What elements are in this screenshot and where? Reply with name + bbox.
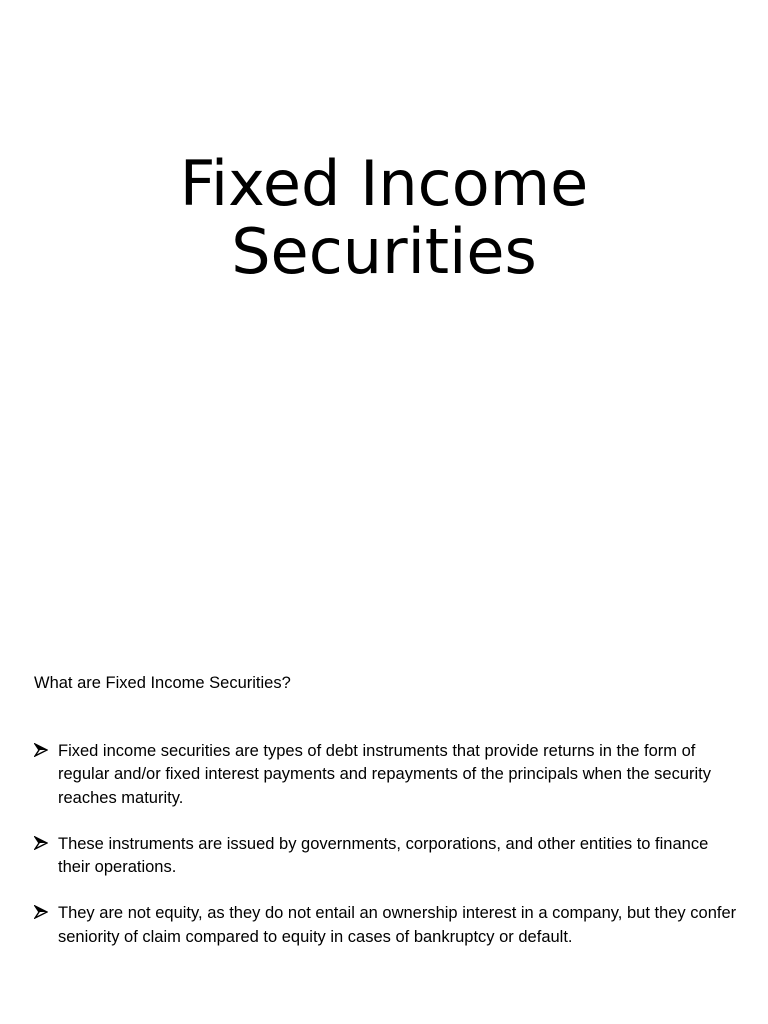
arrowhead-bullet-icon <box>34 836 48 850</box>
bullet-text: Fixed income securities are types of debt instruments that provide returns in the form of regular and/or fixed interest payments and repayments of the principals when the security reaches maturity. <box>58 742 712 807</box>
list-item <box>34 902 744 949</box>
bullet-list <box>34 740 744 949</box>
slide-body <box>34 672 744 972</box>
arrowhead-bullet-icon <box>34 743 48 757</box>
question-heading: What are Fixed Income Securities? <box>34 674 291 692</box>
list-item <box>34 740 744 810</box>
bullet-text: They are not equity, as they do not entail an ownership interest in a company, but they confer seniority of claim compared to equity in cases of bankruptcy or default. <box>58 904 737 946</box>
slide-title-line-1: Fixed Income <box>179 147 589 220</box>
list-item <box>34 833 744 880</box>
slide-title-line-2: Securities <box>231 215 537 288</box>
slide-title <box>0 147 768 288</box>
arrowhead-bullet-icon <box>34 905 48 919</box>
bullet-text: These instruments are issued by governments, corporations, and other entities to finance their operations. <box>58 834 709 877</box>
